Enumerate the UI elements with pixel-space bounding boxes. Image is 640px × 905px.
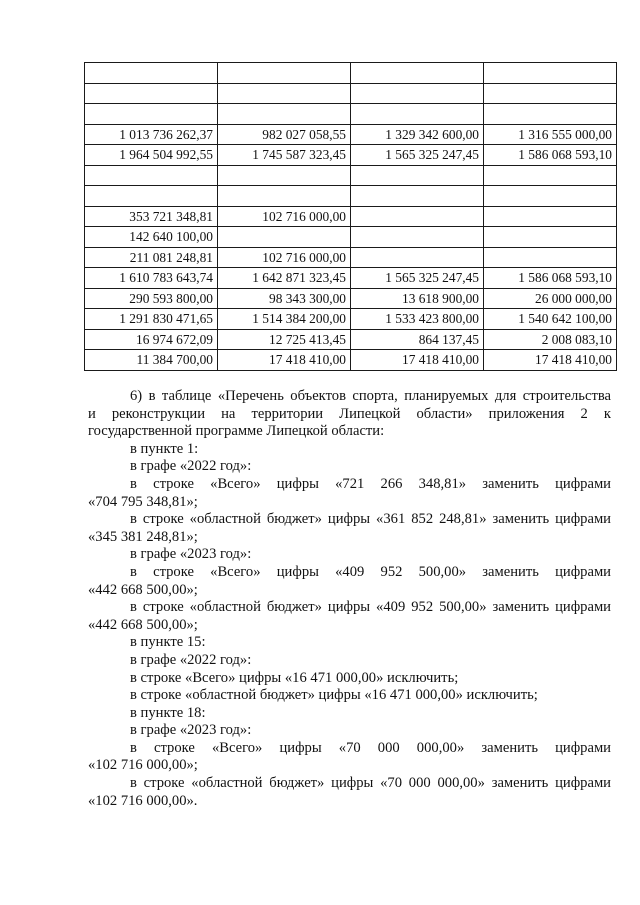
paragraph-line: «345 381 248,81»; [88, 528, 198, 545]
table-cell [484, 227, 617, 248]
table-cell [484, 186, 617, 207]
paragraph-line: 6) в таблице «Перечень объектов спорта, планируемых для строительства [130, 388, 611, 404]
table-row [85, 309, 617, 330]
paragraph-line: в строке «областной бюджет» цифры «16 471 000,00» исключить; [130, 687, 538, 704]
paragraph-line: в строке «Всего» цифры «721 266 348,81» заменить цифрами [130, 475, 611, 492]
table-cell [484, 247, 617, 268]
table-row [85, 186, 617, 207]
paragraph-line: «442 668 500,00»; [88, 581, 198, 598]
table-cell [218, 165, 351, 186]
table-cell [351, 247, 484, 268]
table-row [85, 63, 617, 84]
table-cell [484, 83, 617, 104]
table-cell: 211 081 248,81 [85, 247, 218, 268]
table-cell: 864 137,45 [351, 329, 484, 350]
table-cell: 1 586 068 593,10 [484, 145, 617, 166]
table-cell: 1 745 587 323,45 [218, 145, 351, 166]
paragraph-line: «102 716 000,00». [88, 792, 198, 809]
financing-table [84, 62, 617, 371]
table-cell: 17 418 410,00 [484, 350, 617, 371]
item-heading: в пункте 15: [130, 634, 206, 651]
table-cell: 102 716 000,00 [218, 206, 351, 227]
table-row [85, 288, 617, 309]
paragraph-line: в строке «областной бюджет» цифры «361 852 248,81» заменить цифрами [130, 511, 611, 528]
table-cell [351, 83, 484, 104]
table-row [85, 227, 617, 248]
table-row [85, 165, 617, 186]
table-cell [484, 104, 617, 125]
table-cell: 1 533 423 800,00 [351, 309, 484, 330]
table-cell [484, 165, 617, 186]
table-cell [218, 83, 351, 104]
table-cell: 982 027 058,55 [218, 124, 351, 145]
table-cell [85, 83, 218, 104]
table-cell: 1 964 504 992,55 [85, 145, 218, 166]
table-row [85, 206, 617, 227]
paragraph-line: в строке «Всего» цифры «16 471 000,00» исключить; [130, 669, 459, 686]
table-cell [218, 63, 351, 84]
paragraph-line: «704 795 348,81»; [88, 493, 198, 510]
table-row [85, 83, 617, 104]
table-row [85, 104, 617, 125]
table-cell: 16 974 672,09 [85, 329, 218, 350]
paragraph-line: «442 668 500,00»; [88, 616, 198, 633]
table-cell: 1 565 325 247,45 [351, 145, 484, 166]
paragraph-line: государственной программе Липецкой области: [88, 423, 385, 440]
financing-table-body [85, 63, 617, 371]
paragraph-line: в строке «Всего» цифры «409 952 500,00» заменить цифрами [130, 563, 611, 580]
table-cell [85, 104, 218, 125]
column-heading: в графе «2022 год»: [130, 458, 252, 475]
table-cell: 98 343 300,00 [218, 288, 351, 309]
table-cell: 17 418 410,00 [351, 350, 484, 371]
table-cell [218, 227, 351, 248]
table-cell: 290 593 800,00 [85, 288, 218, 309]
table-cell [351, 186, 484, 207]
table-row [85, 145, 617, 166]
table-cell [351, 165, 484, 186]
paragraph-line: и реконструкции на территории Липецкой области» приложения 2 к [88, 405, 611, 422]
column-heading: в графе «2023 год»: [130, 722, 252, 739]
table-cell [351, 104, 484, 125]
table-cell: 1 013 736 262,37 [85, 124, 218, 145]
table-cell [351, 227, 484, 248]
item-heading: в пункте 1: [130, 440, 199, 457]
table-cell: 12 725 413,45 [218, 329, 351, 350]
table-row [85, 247, 617, 268]
table-cell: 1 642 871 323,45 [218, 268, 351, 289]
amendment-text [88, 388, 611, 810]
table-cell: 1 540 642 100,00 [484, 309, 617, 330]
table-cell [484, 206, 617, 227]
table-cell: 1 329 342 600,00 [351, 124, 484, 145]
table-cell: 13 618 900,00 [351, 288, 484, 309]
table-cell [218, 104, 351, 125]
table-cell [85, 165, 218, 186]
column-heading: в графе «2022 год»: [130, 651, 252, 668]
paragraph-line: в строке «областной бюджет» цифры «70 000 000,00» заменить цифрами [130, 775, 611, 792]
table-cell [351, 63, 484, 84]
table-row [85, 329, 617, 350]
item-heading: в пункте 18: [130, 704, 206, 721]
table-cell: 1 586 068 593,10 [484, 268, 617, 289]
table-cell: 11 384 700,00 [85, 350, 218, 371]
table-cell: 353 721 348,81 [85, 206, 218, 227]
table-cell: 1 291 830 471,65 [85, 309, 218, 330]
table-cell: 2 008 083,10 [484, 329, 617, 350]
table-cell [218, 186, 351, 207]
table-cell: 17 418 410,00 [218, 350, 351, 371]
table-row [85, 350, 617, 371]
column-heading: в графе «2023 год»: [130, 546, 252, 563]
table-cell [85, 186, 218, 207]
paragraph-line: в строке «Всего» цифры «70 000 000,00» заменить цифрами [130, 739, 611, 756]
table-row [85, 124, 617, 145]
table-row [85, 268, 617, 289]
table-cell: 142 640 100,00 [85, 227, 218, 248]
paragraph-line: в строке «областной бюджет» цифры «409 952 500,00» заменить цифрами [130, 599, 611, 616]
table-cell [351, 206, 484, 227]
table-cell: 1 565 325 247,45 [351, 268, 484, 289]
table-cell: 1 316 555 000,00 [484, 124, 617, 145]
table-cell: 1 514 384 200,00 [218, 309, 351, 330]
table-cell [484, 63, 617, 84]
table-cell: 1 610 783 643,74 [85, 268, 218, 289]
paragraph-line: «102 716 000,00»; [88, 757, 198, 774]
table-cell [85, 63, 218, 84]
table-cell: 26 000 000,00 [484, 288, 617, 309]
table-cell: 102 716 000,00 [218, 247, 351, 268]
